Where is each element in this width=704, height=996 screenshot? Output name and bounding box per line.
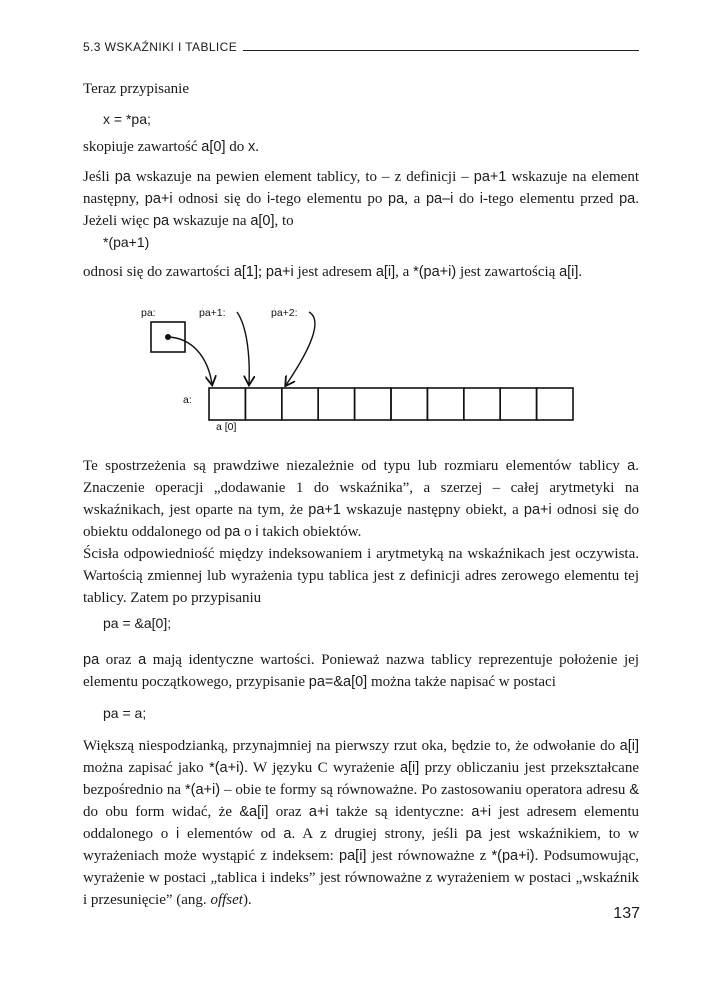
- paragraph-3: Jeśli pa wskazuje na pewien element tablicy, to – z definicji – pa+1 wskazuje na element następny, pa+i odnosi się do i-tego elementu po pa, a pa–i do i-tego elementu przed pa. Jeżeli więc pa wskazuje na a[0], to: [83, 169, 639, 229]
- paragraph-2: skopiuje zawartość a[0] do x.: [83, 139, 259, 155]
- page-number: 137: [613, 905, 640, 922]
- array-cell: [500, 388, 536, 420]
- header-rule: [243, 50, 639, 51]
- code-line-4: pa = a;: [103, 705, 147, 721]
- array-cell: [391, 388, 427, 420]
- paragraph-6: Ścisła odpowiedniość między indeksowaniem i arytmetyką na wskaźnikach jest oczywista. Wartością zmiennej lub wyrażenia typu tablica jest z definicji adres zerowego elementu tej tablicy. Zatem po przypisaniu: [83, 546, 639, 606]
- label-pa-plus-2: pa+2:: [271, 307, 298, 319]
- arrow-pa-plus-1: [237, 312, 249, 384]
- array-cell: [537, 388, 573, 420]
- paragraph-1: Teraz przypisanie: [83, 81, 189, 97]
- code-line-1: x = *pa;: [103, 111, 151, 127]
- label-pa-plus-1: pa+1:: [199, 307, 226, 319]
- running-header: [83, 39, 639, 55]
- array-cell: [209, 388, 245, 420]
- array-cell: [282, 388, 318, 420]
- paragraph-8: Większą niespodzianką, przynajmniej na pierwszy rzut oka, będzie to, że odwołanie do a[i] można zapisać jako *(a+i). W języku C wyrażenie a[i] przy obliczaniu jest przekształcane bezpośrednio na *(a+i) – obie te formy są równoważne. Po zastosowaniu operatora adresu & do obu form widać, że &a[i] oraz a+i także są identyczne: a+i jest adresem elementu oddalonego o i elementów od a. A z drugiej strony, jeśli pa jest wskaźnikiem, to w wyrażeniach może wystąpić z indeksem: pa[i] jest równoważne z *(pa+i). Podsumowując, wyrażenie w postaci „tablica i indeks” jest równoważne z wyrażeniem w postaci „wskaźnik i przesunięcie” (ang. offset).: [83, 738, 640, 908]
- array-cell: [464, 388, 500, 420]
- pointer-array-diagram: [83, 298, 639, 448]
- code-line-2: *(pa+1): [103, 234, 150, 250]
- paragraph-7: pa oraz a mają identyczne wartości. Ponieważ nazwa tablicy reprezentuje położenie jej elementu początkowego, przypisanie pa=&a[0] można także napisać w postaci: [83, 652, 639, 690]
- label-a0: a [0]: [216, 421, 237, 433]
- array-cell: [427, 388, 463, 420]
- arrow-pa: [168, 337, 212, 384]
- label-a: a:: [183, 394, 192, 406]
- paragraph-5: Te spostrzeżenia są prawdziwe niezależnie od typu lub rozmiaru elementów tablicy a. Znaczenie operacji „dodawanie 1 do wskaźnika”, a szerzej – całej arytmetyki na wskaźnikach, jest oparte na tym, że pa+1 wskazuje następny obiekt, a pa+i odnosi się do obiektu oddalonego od pa o i takich obiektów.: [83, 458, 639, 540]
- section-title: 5.3 WSKAŹNIKI I TABLICE: [83, 40, 238, 54]
- array-cell: [245, 388, 281, 420]
- array-cells: [209, 388, 573, 420]
- label-pa: pa:: [141, 307, 156, 319]
- arrow-pa-plus-2: [286, 312, 315, 385]
- paragraph-4: odnosi się do zawartości a[1]; pa+i jest adresem a[i], a *(pa+i) jest zawartością a[i].: [83, 264, 583, 280]
- code-line-3: pa = &a[0];: [103, 615, 172, 631]
- array-cell: [318, 388, 354, 420]
- array-cell: [355, 388, 391, 420]
